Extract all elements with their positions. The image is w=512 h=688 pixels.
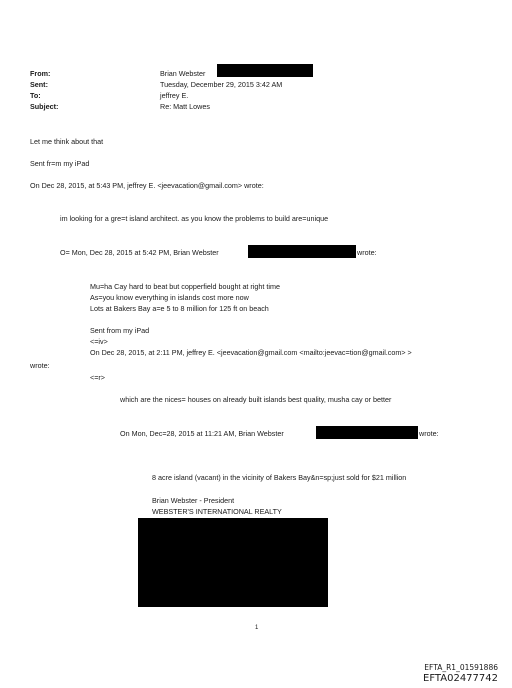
body-line: 8 acre island (vacant) in the vicinity of Bakers Bay&n=sp;just sold for $21 million [152,473,407,482]
quote-header: On Dec 28, 2015, at 5:43 PM, jeffrey E. <jeevacation@gmail.com> wrote: [30,181,264,190]
body-line: <=iv> [90,337,108,346]
signature-company: WEBSTER'S INTERNATIONAL REALTY [152,507,282,516]
page-number: 1 [255,625,259,631]
body-line: Let me think about that [30,137,104,146]
body-line: <=r> [90,373,105,382]
redaction-block [217,64,313,77]
footer-code-2: EFTA02477742 [423,673,498,684]
subject-label: Subject: [30,102,59,111]
body-line: im looking for a gre=t island architect. as you know the problems to build are=unique [60,214,329,223]
body-line: Lots at Bakers Bay a=e 5 to 8 million for 125 ft on beach [90,304,269,313]
footer-code-1: EFTA_R1_01591886 [424,663,498,672]
to-label: To: [30,91,41,100]
from-value: Brian Webster [160,69,206,78]
subject-value: Re: Matt Lowes [160,102,210,111]
body-line: As=you know everything in islands cost more now [90,293,249,302]
quote-header-suffix: wrote: [357,248,377,257]
quote-header: On Mon, Dec=28, 2015 at 11:21 AM, Brian Webster [120,429,284,438]
body-line: which are the nices= houses on already built islands best quality, musha cay or better [120,395,392,404]
sent-value: Tuesday, December 29, 2015 3:42 AM [160,80,283,89]
redaction-block [248,245,356,258]
quote-header: O= Mon, Dec 28, 2015 at 5:42 PM, Brian Webster [60,248,219,257]
body-line: Mu=ha Cay hard to beat but copperfield bought at right time [90,282,280,291]
redaction-block [138,518,328,607]
from-label: From: [30,69,51,78]
to-value: jeffrey E. [160,91,189,100]
signature-name: Brian Webster - President [152,496,235,505]
body-line: Sent from my iPad [90,326,150,335]
redaction-block [316,426,418,439]
sent-label: Sent: [30,80,48,89]
quote-header: On Dec 28, 2015, at 2:11 PM, jeffrey E. <jeevacation@gmail.com <mailto:jeevac=tion@gmail.com> > [90,348,412,357]
quote-header-suffix: wrote: [30,361,50,370]
quote-header-suffix: wrote: [419,429,439,438]
body-line: Sent fr=m my iPad [30,159,90,168]
